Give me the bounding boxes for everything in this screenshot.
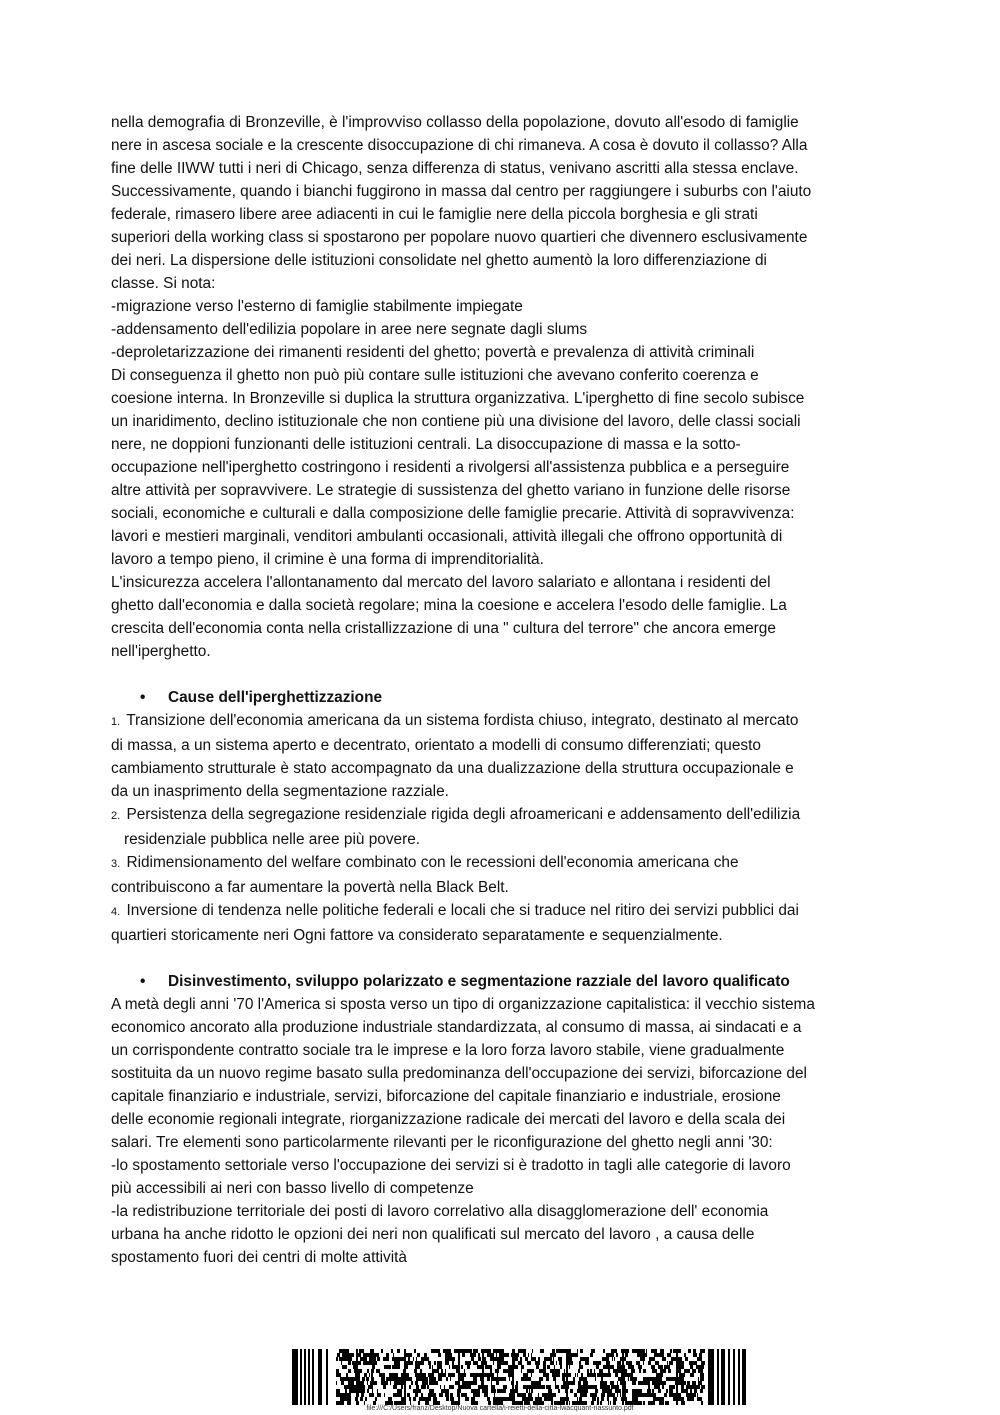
list-item-line [111,709,877,734]
list-item [111,899,877,947]
intro-dash-list [111,295,877,364]
list-item: -addensamento dell'edilizia popolare in aree nere segnate dagli slums [111,321,588,338]
text-line: lavoro a tempo pieno, il crimine è una forma di imprenditorialità. [111,551,544,568]
text-line: occupazione nell'iperghetto costringono i residenti a rivolgersi all'assistenza pubblica e a perseguire [111,459,790,476]
text-line: Successivamente, quando i bianchi fuggirono in massa dal centro per raggiungere i suburbs con l'aiuto [111,183,812,200]
item-text: Persistenza della segregazione residenziale rigida degli afroamericani e addensamento dell'edilizia [126,806,801,823]
list-item: -migrazione verso l'esterno di famiglie stabilmente impiegate [111,298,523,315]
text-line: da un inasprimento della segmentazione razziale. [111,783,449,800]
text-line: classe. Si nota: [111,275,216,292]
text-line: nere, ne doppioni funzionanti delle istituzioni centrali. La disoccupazione di massa e la sotto- [111,436,741,453]
text-line: L'insicurezza accelera l'allontanamento dal mercato del lavoro salariato e allontana i residenti del [111,574,771,591]
list-item [111,709,877,803]
list-item-line [111,899,877,924]
text-line: nere in ascesa sociale e la crescente disoccupazione di chi rimaneva. A cosa è dovuto il collasso? Alla [111,137,808,154]
bullet-icon: • [140,973,146,990]
section-gap [111,663,877,686]
text-line: contribuiscono a far aumentare la povertà nella Black Belt. [111,879,509,896]
list-item-line [111,803,897,828]
item-number: 4. [111,906,121,918]
text-line: di massa, a un sistema aperto e decentrato, orientato a modelli di consumo differenziati; questo [111,737,761,754]
consequence-paragraph [111,364,877,571]
item-number: 2. [111,810,121,822]
item-text: Inversione di tendenza nelle politiche federali e locali che si traduce nel ritiro dei servizi pubblici dai [126,902,799,919]
item-text: Ridimensionamento del welfare combinato con le recessioni dell'economia americana che [126,854,739,871]
text-line: quartieri storicamente neri Ogni fattore va considerato separatamente e sequenzialmente. [111,927,723,944]
text-line: cambiamento strutturale è stato accompagnato da una dualizzazione della struttura occupazionale e [111,760,794,777]
section-title: Cause dell'iperghettizzazione [168,689,383,706]
section-gap [111,947,877,970]
list-item [111,851,877,899]
text-line: nella demografia di Bronzeville, è l'improvviso collasso della popolazione, dovuto all'esodo di famiglie [111,114,799,131]
list-item [111,803,877,851]
text-line: residenziale pubblica nelle aree più povere. [124,831,421,848]
item-number: 3. [111,858,121,870]
text-line: sociali, economiche e culturali e dalla composizione delle famiglie precarie. Attività di sopravvivenza: [111,505,795,522]
section-heading-disinvestment [111,970,877,993]
item-text: Transizione dell'economia americana da un sistema fordista chiuso, integrato, destinato al mercato [126,712,799,729]
disinvestment-dash-list [111,1154,877,1269]
text-line: economico ancorato alla produzione industriale standardizzata, al consumo di massa, ai sindacati e a [111,1019,802,1036]
file-path-footer: file:///C:/Users/franz/Desktop/Nuova cartella/i-reietti-della-citta-lwacquant-riassunto.pdf [366,1405,634,1412]
text-line: fine delle IIWW tutti i neri di Chicago, senza differenza di status, venivano ascritti alla stessa enclave. [111,160,799,177]
text-line: un inaridimento, declino istituzionale che non contiene più una divisione del lavoro, delle classi sociali [111,413,801,430]
section-title: Disinvestimento, sviluppo polarizzato e segmentazione razziale del lavoro qualificato [168,973,790,990]
text-line: federale, rimasero libere aree adiacenti in cui le famiglie nere della piccola borghesia e gli strati [111,206,758,223]
list-item: -la redistribuzione territoriale dei posti di lavoro correlativo alla disagglomerazione dell' economia [111,1203,769,1220]
text-line: dei neri. La dispersione delle istituzioni consolidate nel ghetto aumentò la loro differenziazione di [111,252,767,269]
text-line: delle economie regionali integrate, riorganizzazione radicale dei mercati del lavoro e della scala dei [111,1111,786,1128]
text-line: Di conseguenza il ghetto non può più contare sulle istituzioni che avevano conferito coerenza e [111,367,759,384]
text-line: urbana ha anche ridotto le opzioni dei neri non qualificati sul mercato del lavoro , a causa delle [111,1226,755,1243]
text-line: A metà degli anni '70 l'America si sposta verso un tipo di organizzazione capitalistica: il vecchio sistema [111,996,815,1013]
intro-paragraph [111,111,877,295]
causes-numbered-list [111,709,877,947]
text-line: spostamento fuori dei centri di molte attività [111,1249,407,1266]
text-line: superiori della working class si spostarono per popolare nuovo quartieri che divennero esclusivamente [111,229,808,246]
section-heading-causes [111,686,877,709]
list-item: -lo spostamento settoriale verso l'occupazione dei servizi si è tradotto in tagli alle categorie di lavoro [111,1157,791,1174]
item-number: 1. [111,716,121,728]
text-line: sostituita da un nuovo regime basato sulla predominanza dell'occupazione dei servizi, biforcazione del [111,1065,807,1082]
text-line: un corrispondente contratto sociale tra le imprese e la loro forza lavoro stabile, viene gradualmente [111,1042,785,1059]
text-line: lavori e mestieri marginali, venditori ambulanti occasionali, attività illegali che offrono opportunità di [111,528,783,545]
text-line: ghetto dall'economia e dalla società regolare; mina la coesione e accelera l'esodo delle famiglie. La [111,597,787,614]
text-line: crescita dell'economia conta nella cristallizzazione di una " cultura del terrore" che ancora emerge [111,620,776,637]
text-line: altre attività per sopravvivere. Le strategie di sussistenza del ghetto variano in funzione delle risorse [111,482,791,499]
text-line: salari. Tre elementi sono particolarmente rilevanti per le riconfigurazione del ghetto negli anni '30: [111,1134,773,1151]
text-line: più accessibili ai neri con basso livello di competenze [111,1180,474,1197]
text-line: capitale finanziario e industriale, servizi, biforcazione del capitale finanziario e industriale, erosione [111,1088,781,1105]
text-line: coesione interna. In Bronzeville si duplica la struttura organizzativa. L'iperghetto di fine secolo subisce [111,390,805,407]
list-item: -deproletarizzazione dei rimanenti residenti del ghetto; povertà e prevalenza di attività criminali [111,344,755,361]
barcode-icon [262,1349,752,1405]
page-content [111,111,877,1269]
list-item-line [111,851,877,876]
barcode-graphic [262,1349,752,1405]
insecurity-paragraph [111,571,877,663]
disinvestment-paragraph [111,993,877,1154]
text-line: nell'iperghetto. [111,643,211,660]
bullet-icon: • [140,689,146,706]
